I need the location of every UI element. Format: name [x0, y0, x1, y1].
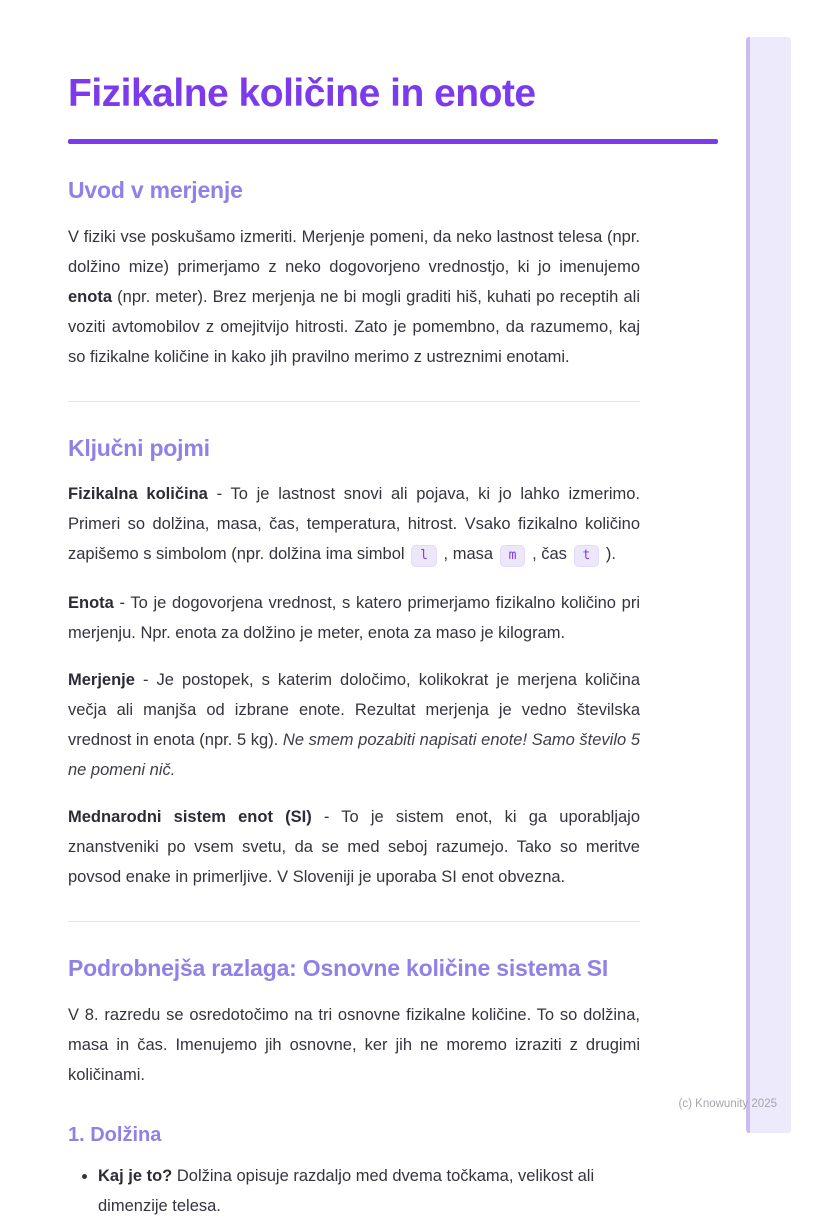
symbol-badge-t: t	[574, 545, 600, 567]
text-segment: (npr. meter). Brez merjenja ne bi mogli graditi hiš, kuhati po receptih ali voziti avtomobilov z omejitvijo hitrosti. Zato je pomembno, da razumemo, kaj so fizikalne količine in kako jih pravilno merimo z ustreznimi enotami.	[68, 287, 640, 366]
section-heading-kljucni-pojmi: Ključni pojmi	[68, 434, 210, 461]
paragraph-enota	[68, 588, 640, 648]
page-edge-strip	[746, 37, 791, 1133]
section-heading-uvod: Uvod v merjenje	[68, 176, 243, 203]
subsection-heading-dolzina: 1. Dolžina	[68, 1124, 162, 1147]
bold-term-enota: enota	[68, 287, 113, 306]
list-item-kaj-je-to	[98, 1161, 640, 1221]
paragraph-intro	[68, 222, 640, 372]
symbol-badge-l: l	[411, 545, 437, 567]
section-divider	[68, 401, 640, 402]
bold-term-kaj-je-to: Kaj je to?	[98, 1167, 173, 1186]
bullet-list	[68, 1161, 640, 1221]
bold-term-enota: Enota	[68, 594, 114, 613]
title-underline-rule	[68, 139, 718, 144]
text-segment: V 8. razredu se osredotočimo na tri osnovne fizikalne količine. To so dolžina, masa in čas. Imenujemo jih osnovne, ker jih ne moremo izraziti z drugimi količinami.	[68, 1006, 640, 1085]
text-segment: - To je dogovorjena vrednost, s katero primerjamo fizikalno količino pri merjenju. Npr. enota za dolžino je meter, enota za maso je kilogram.	[68, 594, 640, 643]
text-segment: - To je sistem enot, ki ga uporabljajo znanstveniki po vsem svetu, da se med seboj razumejo. Tako so meritve povsod enake in primerljive. V Sloveniji je uporaba SI enot obvezna.	[68, 808, 641, 887]
bold-term-fizikalna-kolicina: Fizikalna količina	[68, 485, 208, 504]
text-segment: - To je lastnost snovi ali pojava, ki jo lahko izmerimo. Primeri so dolžina, masa, čas, temperatura, hitrost. Vsako fizikalno količino zapišemo s simbolom (npr. dolžina ima simbol	[68, 485, 641, 564]
section-divider	[68, 921, 640, 922]
bold-term-si: Mednarodni sistem enot (SI)	[68, 808, 312, 827]
paragraph-merjenje	[68, 665, 640, 785]
section-kljucni-pojmi	[68, 434, 640, 893]
section-podrobnejsa-razlaga	[68, 954, 640, 1221]
italic-note: Ne smem pozabiti napisati enote! Samo število 5 ne pomeni nič.	[68, 731, 640, 780]
page-title: Fizikalne količine in enote	[68, 72, 536, 115]
text-segment: ).	[601, 545, 616, 564]
paragraph-si-sistem	[68, 802, 640, 892]
text-segment: , čas	[527, 545, 572, 564]
text-segment: , masa	[438, 545, 498, 564]
paragraph-fizikalna-kolicina	[68, 479, 640, 571]
text-segment: Dolžina opisuje razdaljo med dvema točkama, velikost ali dimenzije telesa.	[98, 1167, 595, 1216]
symbol-badge-m: m	[500, 545, 526, 567]
section-heading-podrobnejsa: Podrobnejša razlaga: Osnovne količine sistema SI	[68, 955, 609, 982]
document-body	[68, 0, 640, 1221]
section-uvod-v-merjenje	[68, 176, 640, 372]
text-segment: V fiziki vse poskušamo izmeriti. Merjenje pomeni, da neko lastnost telesa (npr. dolžino mize) primerjamo z neko dogovorjeno vrednostjo, ki jo imenujemo	[68, 227, 640, 276]
paragraph-osnovne-kolicine	[68, 1000, 640, 1090]
bold-term-merjenje: Merjenje	[68, 671, 135, 690]
text-segment: - Je postopek, s katerim določimo, kolikokrat je merjena količina večja ali manjša od izbrane enote. Rezultat merjenja je vedno številska vrednost in enota (npr. 5 kg).	[68, 671, 640, 750]
copyright-notice: (c) Knowunity 2025	[678, 1098, 777, 1110]
